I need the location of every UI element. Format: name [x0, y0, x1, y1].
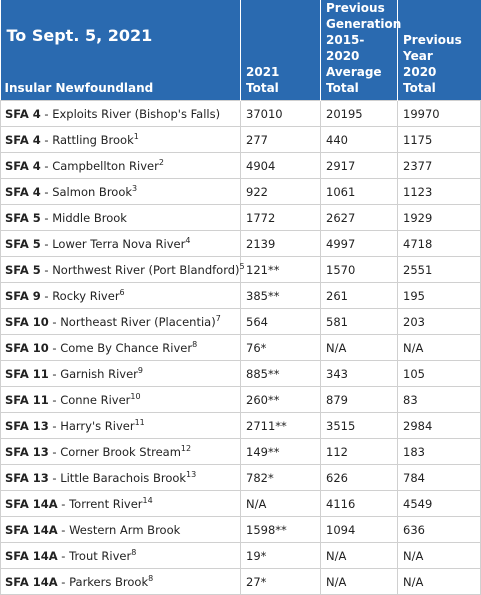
sfa-label: SFA 13 — [5, 470, 49, 485]
river-name-cell: SFA 14A - Torrent River$^{14}$ — [1, 491, 241, 517]
average-2015-2020-cell: 581 — [321, 309, 398, 335]
total-2021-cell: 564 — [241, 309, 321, 335]
river-name: Northwest River (Port Blandford) — [52, 262, 240, 277]
table-row — [1, 465, 481, 491]
river-name-cell: SFA 5 - Middle Brook — [1, 205, 241, 231]
average-2015-2020-cell: 112 — [321, 439, 398, 465]
river-name: Corner Brook Stream — [60, 444, 181, 459]
average-2015-2020-cell: 20195 — [321, 101, 398, 127]
total-2020-cell: 2984 — [398, 413, 481, 439]
river-name-cell: SFA 11 - Garnish River$^9$ — [1, 361, 241, 387]
footnote-marker: 10 — [130, 391, 141, 401]
table-row — [1, 387, 481, 413]
sfa-label: SFA 5 — [5, 210, 41, 225]
footnote-marker: 13 — [186, 469, 197, 479]
average-2015-2020-cell: 2627 — [321, 205, 398, 231]
total-2020-cell: 83 — [398, 387, 481, 413]
river-name-cell: SFA 13 - Little Barachois Brook$^{13}$ — [1, 465, 241, 491]
river-name: Rocky River — [52, 288, 120, 303]
river-name-cell: SFA 14A - Trout River$^8$ — [1, 543, 241, 569]
table-row — [1, 257, 481, 283]
table-row — [1, 101, 481, 127]
total-2021-cell: 385** — [241, 283, 321, 309]
sfa-label: SFA 14A — [5, 574, 58, 589]
total-2020-cell: N/A — [398, 569, 481, 595]
footnote-marker: 12 — [180, 443, 192, 453]
river-name: Come By Chance River — [60, 340, 193, 355]
total-2020-cell: 195 — [398, 283, 481, 309]
average-2015-2020-cell: 1570 — [321, 257, 398, 283]
river-name: Conne River — [60, 392, 131, 407]
river-name-cell: SFA 10 - Come By Chance River$^8$ — [1, 335, 241, 361]
river-name: Salmon Brook — [52, 184, 133, 199]
river-name: Parkers Brook — [69, 574, 149, 589]
footnote-marker: 9 — [137, 365, 143, 375]
sfa-label: SFA 14A — [5, 522, 58, 537]
column-header-previous-year-total: Previous Year 2020 Total — [398, 0, 481, 101]
total-2020-cell: 1123 — [398, 179, 481, 205]
table-row — [1, 491, 481, 517]
average-2015-2020-cell: 343 — [321, 361, 398, 387]
average-2015-2020-cell: 4997 — [321, 231, 398, 257]
river-name: Exploits River (Bishop's Falls) — [52, 106, 221, 121]
river-name-cell: SFA 11 - Conne River$^{10}$ — [1, 387, 241, 413]
footnote-marker: 11 — [134, 417, 145, 427]
column-header-2021-total: 2021 Total — [241, 0, 321, 101]
table-body — [1, 101, 481, 595]
river-name-cell: SFA 4 - Exploits River (Bishop's Falls) — [1, 101, 241, 127]
river-name: Western Arm Brook — [69, 522, 181, 537]
total-2021-cell: N/A — [241, 491, 321, 517]
total-2021-cell: 76* — [241, 335, 321, 361]
sfa-label: SFA 5 — [5, 262, 41, 277]
table-row — [1, 179, 481, 205]
total-2021-cell: 4904 — [241, 153, 321, 179]
footnote-marker: 8 — [131, 547, 137, 557]
sfa-label: SFA 9 — [5, 288, 41, 303]
river-name: Little Barachois Brook — [60, 470, 187, 485]
river-name: Harry's River — [60, 418, 135, 433]
sfa-label: SFA 4 — [5, 132, 41, 147]
total-2021-cell: 782* — [241, 465, 321, 491]
total-2020-cell: 2551 — [398, 257, 481, 283]
average-2015-2020-cell: N/A — [321, 335, 398, 361]
total-2021-cell: 277 — [241, 127, 321, 153]
sfa-label: SFA 13 — [5, 418, 49, 433]
river-name: Rattling Brook — [52, 132, 134, 147]
average-2015-2020-cell: 3515 — [321, 413, 398, 439]
river-name: Northeast River (Placentia) — [60, 314, 216, 329]
table-row — [1, 205, 481, 231]
table-row — [1, 231, 481, 257]
table-row — [1, 309, 481, 335]
river-name-cell: SFA 13 - Harry's River$^{11}$ — [1, 413, 241, 439]
footnote-marker: 14 — [142, 495, 153, 505]
footnote-marker: 1 — [133, 131, 139, 141]
footnote-marker: 3 — [132, 183, 138, 193]
river-name-cell: SFA 14A - Parkers Brook$^8$ — [1, 569, 241, 595]
table-subtitle: Insular Newfoundland — [4, 81, 154, 95]
total-2021-cell: 121** — [241, 257, 321, 283]
average-2015-2020-cell: 4116 — [321, 491, 398, 517]
table-row — [1, 335, 481, 361]
total-2020-cell: 2377 — [398, 153, 481, 179]
sfa-label: SFA 5 — [5, 236, 41, 251]
river-name-cell: SFA 13 - Corner Brook Stream$^{12}$ — [1, 439, 241, 465]
sfa-label: SFA 13 — [5, 444, 49, 459]
footnote-marker: 8 — [148, 573, 154, 583]
sfa-label: SFA 4 — [5, 106, 41, 121]
table-row — [1, 543, 481, 569]
total-2020-cell: N/A — [398, 543, 481, 569]
total-2021-cell: 1598** — [241, 517, 321, 543]
river-name-cell: SFA 9 - Rocky River$^6$ — [1, 283, 241, 309]
total-2020-cell: 183 — [398, 439, 481, 465]
average-2015-2020-cell: 2917 — [321, 153, 398, 179]
river-name-cell: SFA 10 - Northeast River (Placentia)$^7$ — [1, 309, 241, 335]
river-name-cell: SFA 4 - Campbellton River$^2$ — [1, 153, 241, 179]
table-header-row — [1, 0, 481, 101]
total-2020-cell: 105 — [398, 361, 481, 387]
total-2021-cell: 260** — [241, 387, 321, 413]
average-2015-2020-cell: 1061 — [321, 179, 398, 205]
river-name: Middle Brook — [52, 210, 127, 225]
average-2015-2020-cell: 440 — [321, 127, 398, 153]
total-2020-cell: 4718 — [398, 231, 481, 257]
sfa-label: SFA 11 — [5, 392, 49, 407]
average-2015-2020-cell: 261 — [321, 283, 398, 309]
river-name-cell: SFA 14A - Western Arm Brook — [1, 517, 241, 543]
total-2021-cell: 27* — [241, 569, 321, 595]
river-name: Campbellton River — [52, 158, 159, 173]
total-2020-cell: 203 — [398, 309, 481, 335]
river-name-cell: SFA 4 - Rattling Brook$^1$ — [1, 127, 241, 153]
table-row — [1, 127, 481, 153]
table-title: To Sept. 5, 2021 — [6, 26, 153, 45]
total-2021-cell: 1772 — [241, 205, 321, 231]
average-2015-2020-cell: 626 — [321, 465, 398, 491]
river-name-cell: SFA 5 - Lower Terra Nova River$^4$ — [1, 231, 241, 257]
sfa-label: SFA 4 — [5, 158, 41, 173]
column-header-previous-generation-average: Previous Generation 2015-2020 Average Total — [321, 0, 398, 101]
average-2015-2020-cell: 879 — [321, 387, 398, 413]
average-2015-2020-cell: N/A — [321, 569, 398, 595]
sfa-label: SFA 10 — [5, 340, 49, 355]
total-2021-cell: 885** — [241, 361, 321, 387]
total-2021-cell: 19* — [241, 543, 321, 569]
table-row — [1, 517, 481, 543]
total-2021-cell: 149** — [241, 439, 321, 465]
footnote-marker: 8 — [192, 339, 198, 349]
footnote-marker: 6 — [119, 287, 125, 297]
footnote-marker: 4 — [185, 235, 191, 245]
sfa-label: SFA 10 — [5, 314, 49, 329]
river-name: Trout River — [69, 548, 132, 563]
total-2020-cell: N/A — [398, 335, 481, 361]
river-name: Torrent River — [69, 496, 143, 511]
footnote-marker: 7 — [215, 313, 221, 323]
table-row — [1, 361, 481, 387]
average-2015-2020-cell: 1094 — [321, 517, 398, 543]
total-2021-cell: 2711** — [241, 413, 321, 439]
river-name-cell: SFA 4 - Salmon Brook$^3$ — [1, 179, 241, 205]
footnote-marker: 2 — [158, 157, 164, 167]
total-2020-cell: 4549 — [398, 491, 481, 517]
table-row — [1, 569, 481, 595]
table-row — [1, 413, 481, 439]
total-2021-cell: 2139 — [241, 231, 321, 257]
sfa-label: SFA 4 — [5, 184, 41, 199]
table-row — [1, 283, 481, 309]
sfa-label: SFA 14A — [5, 496, 58, 511]
total-2021-cell: 922 — [241, 179, 321, 205]
river-name: Lower Terra Nova River — [52, 236, 186, 251]
total-2020-cell: 19970 — [398, 101, 481, 127]
total-2020-cell: 784 — [398, 465, 481, 491]
average-2015-2020-cell: N/A — [321, 543, 398, 569]
table-title-header — [1, 0, 241, 101]
river-name: Garnish River — [60, 366, 138, 381]
table-row — [1, 153, 481, 179]
total-2021-cell: 37010 — [241, 101, 321, 127]
total-2020-cell: 636 — [398, 517, 481, 543]
sfa-label: SFA 14A — [5, 548, 58, 563]
footnote-marker: 5 — [239, 261, 245, 271]
table-row — [1, 439, 481, 465]
sfa-label: SFA 11 — [5, 366, 49, 381]
total-2020-cell: 1175 — [398, 127, 481, 153]
river-name-cell: SFA 5 - Northwest River (Port Blandford)$^5$ — [1, 257, 241, 283]
total-2020-cell: 1929 — [398, 205, 481, 231]
